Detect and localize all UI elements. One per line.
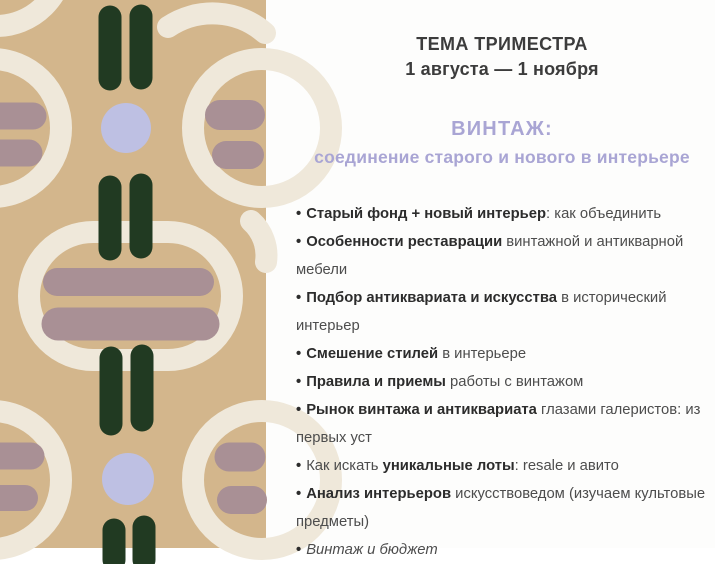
bullet-marker: • bbox=[296, 234, 302, 250]
list-item-text: искусствоведом (изучаем культовые предметы) bbox=[296, 486, 706, 530]
bullet-marker: • bbox=[296, 486, 302, 502]
decorative-pattern-panel bbox=[0, 0, 266, 548]
list-item-text: Анализ интерьеров bbox=[306, 486, 452, 502]
list-item-text: Особенности реставрации bbox=[306, 234, 503, 250]
bullet-marker: • bbox=[296, 374, 302, 390]
list-item-text: Правила и приемы bbox=[306, 374, 446, 390]
list-item-text: Смешение стилей bbox=[306, 346, 439, 362]
list-item bbox=[296, 368, 708, 396]
list-item-text: винтажной и антикварной мебели bbox=[296, 234, 684, 278]
list-item-text: уникальные лоты bbox=[382, 458, 515, 474]
list-item-text: Подбор антиквариата и искусства bbox=[306, 290, 558, 306]
list-item-text: работы с винтажом bbox=[445, 374, 584, 390]
list-item bbox=[296, 452, 708, 480]
bullet-marker: • bbox=[296, 542, 302, 558]
theme-subtitle: соединение старого и нового в интерьере bbox=[314, 147, 690, 167]
list-item-text: : как объединить bbox=[546, 206, 662, 222]
list-item bbox=[296, 396, 708, 452]
bullet-marker: • bbox=[296, 290, 302, 306]
list-item bbox=[296, 228, 708, 284]
list-item bbox=[296, 480, 708, 536]
bullet-marker: • bbox=[296, 206, 302, 222]
bullet-marker: • bbox=[296, 346, 302, 362]
list-item bbox=[296, 340, 708, 368]
topics-list bbox=[296, 200, 708, 564]
list-item bbox=[296, 200, 708, 228]
list-item-text: в исторический интерьер bbox=[296, 290, 667, 334]
date-range: 1 августа — 1 ноября bbox=[405, 59, 599, 79]
list-item-text: Старый фонд + новый интерьер bbox=[306, 206, 547, 222]
list-item bbox=[296, 536, 708, 564]
list-item-text: глазами галеристов: из первых уст bbox=[296, 402, 701, 446]
list-item-text: Винтаж и бюджет bbox=[306, 542, 438, 558]
list-item bbox=[296, 284, 708, 340]
list-item-text: Рынок винтажа и антиквариата bbox=[306, 402, 537, 418]
bullet-marker: • bbox=[296, 402, 302, 418]
list-item-text: : resale и авито bbox=[514, 458, 619, 474]
list-item-text: Как искать bbox=[306, 458, 383, 474]
bullet-marker: • bbox=[296, 458, 302, 474]
trimester-label: ТЕМА ТРИМЕСТРА bbox=[416, 34, 588, 54]
pattern-art bbox=[0, 0, 266, 548]
list-item-text: в интерьере bbox=[438, 346, 527, 362]
theme-title: ВИНТАЖ: bbox=[451, 118, 553, 140]
content-column bbox=[296, 0, 708, 558]
